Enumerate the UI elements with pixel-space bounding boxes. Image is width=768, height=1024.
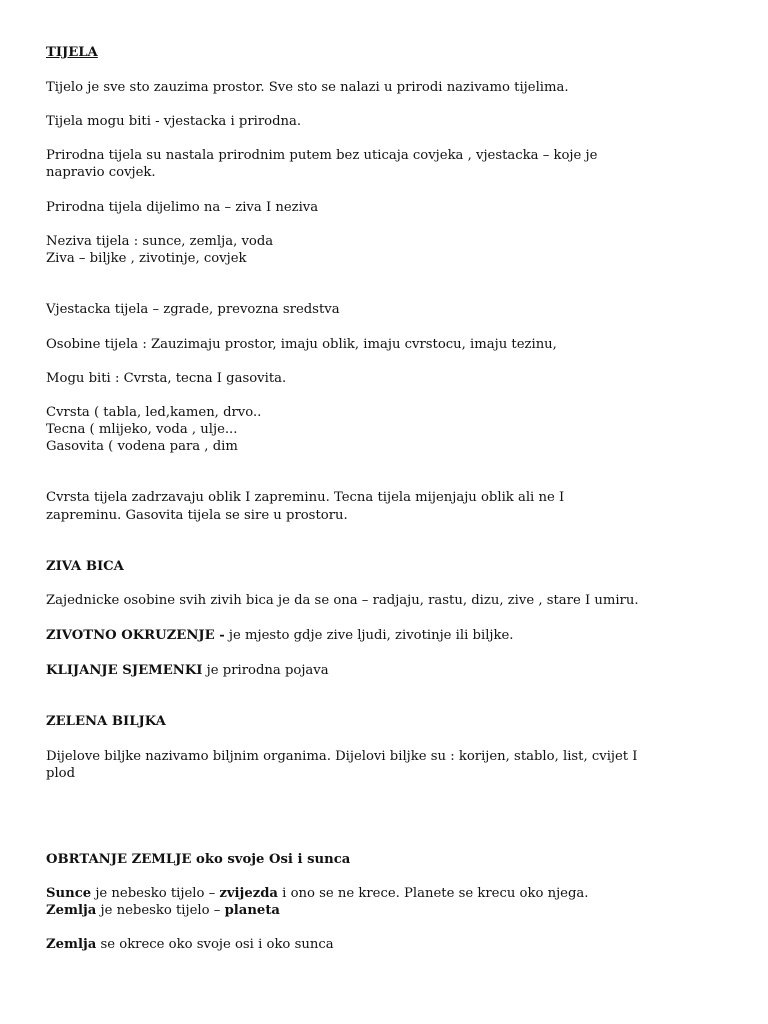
paragraph-stanja-line1: Cvrsta tijela zadrzavaju oblik I zapreminu. Tecna tijela mijenjaju oblik ali ne I: [46, 490, 565, 505]
paragraph-sunce: [46, 885, 589, 902]
definition-zivotno-okruzenje: je mjesto gdje zive ljudi, zivotinje ili biljke.: [224, 628, 514, 643]
paragraph-neziva: Neziva tijela : sunce, zemlja, voda: [46, 234, 274, 249]
term-zivotno-okruzenje: ZIVOTNO OKRUZENJE -: [46, 628, 225, 643]
definition-klijanje: je prirodna pojava: [202, 663, 329, 678]
paragraph-biljni-organi-line1: Dijelove biljke nazivamo biljnim organima. Dijelovi biljke su : korijen, stablo, list, cvijet I: [46, 749, 638, 764]
list-item-cvrsta: Cvrsta ( tabla, led,kamen, drvo..: [46, 405, 262, 420]
text-segment: je nebesko tijelo –: [96, 903, 225, 918]
term-sunce: Sunce: [46, 886, 92, 901]
heading-obrtanje-zemlje: OBRTANJE ZEMLJE oko svoje Osi i sunca: [46, 852, 351, 867]
paragraph-dijelimo: Prirodna tijela dijelimo na – ziva I neziva: [46, 200, 319, 215]
text-segment: i ono se ne krece. Planete se krecu oko njega.: [277, 886, 589, 901]
paragraph-zivotno-okruzenje: [46, 627, 513, 644]
text-segment: se okrece oko svoje osi i oko sunca: [96, 937, 334, 952]
list-item-gasovita: Gasovita ( vodena para , dim: [46, 439, 238, 454]
term-zemlja: Zemlja: [46, 903, 97, 918]
paragraph-zemlja-planeta: [46, 902, 280, 919]
paragraph-klijanje: [46, 662, 329, 679]
paragraph-prirodna-line2: napravio covjek.: [46, 165, 156, 180]
term-zvijezda: zvijezda: [219, 886, 278, 901]
paragraph-prirodna-line1: Prirodna tijela su nastala prirodnim putem bez uticaja covjeka , vjestacka – koje je: [46, 148, 598, 163]
paragraph-tijela-vrste: Tijela mogu biti - vjestacka i prirodna.: [46, 114, 302, 129]
paragraph-stanja-line2: zapreminu. Gasovita tijela se sire u prostoru.: [46, 508, 348, 523]
term-zemlja: Zemlja: [46, 937, 97, 952]
list-item-tecna: Tecna ( mlijeko, voda , ulje...: [46, 422, 238, 437]
paragraph-biljni-organi-line2: plod: [46, 766, 76, 781]
paragraph-vjestacka: Vjestacka tijela – zgrade, prevozna sredstva: [46, 302, 340, 317]
term-klijanje: KLIJANJE SJEMENKI: [46, 663, 203, 678]
paragraph-zajednicke-osobine: Zajednicke osobine svih zivih bica je da se ona – radjaju, rastu, dizu, zive , stare I umiru.: [46, 593, 639, 608]
term-planeta: planeta: [224, 903, 280, 918]
paragraph-mogu-biti: Mogu biti : Cvrsta, tecna I gasovita.: [46, 371, 287, 386]
paragraph-zemlja-okrece: [46, 936, 334, 953]
paragraph-osobine: Osobine tijela : Zauzimaju prostor, imaju oblik, imaju cvrstocu, imaju tezinu,: [46, 337, 557, 352]
paragraph-tijelo-definition: Tijelo je sve sto zauzima prostor. Sve sto se nalazi u prirodi nazivamo tijelima.: [46, 80, 569, 95]
heading-tijela: TIJELA: [46, 45, 98, 60]
heading-zelena-biljka: ZELENA BILJKA: [46, 714, 166, 729]
heading-ziva-bica: ZIVA BICA: [46, 559, 124, 574]
paragraph-ziva: Ziva – biljke , zivotinje, covjek: [46, 251, 247, 266]
text-segment: je nebesko tijelo –: [91, 886, 220, 901]
